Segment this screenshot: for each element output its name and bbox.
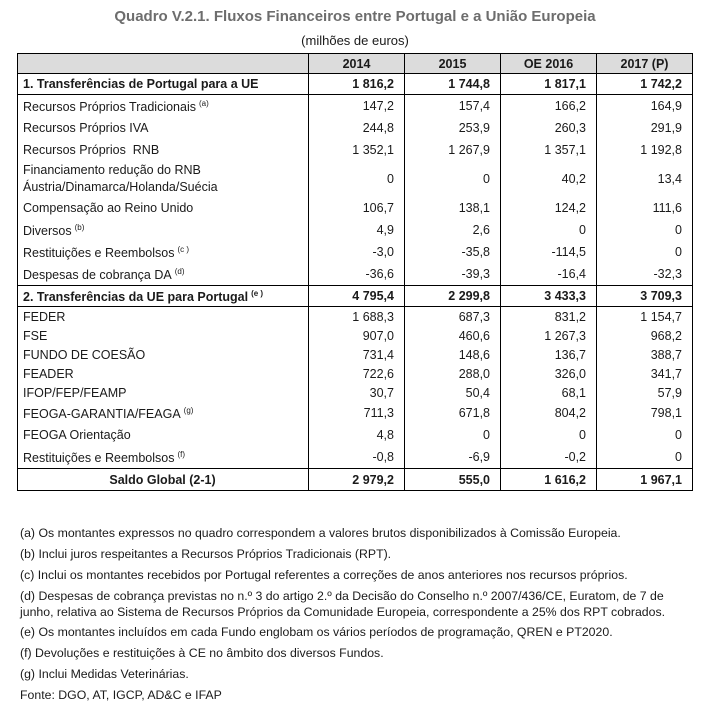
cell-oe2016: 326,0 — [501, 364, 597, 383]
cell-2015: 1 267,9 — [405, 139, 501, 161]
footnote-f: (f) Devoluções e restituições à CE no âmbito dos diversos Fundos. — [20, 646, 384, 660]
cell-2017p: 0 — [597, 424, 693, 446]
table-row — [18, 197, 693, 219]
row-label: IFOP/FEP/FEAMP — [18, 383, 309, 402]
cell-2015: -6,9 — [405, 446, 501, 469]
table-row — [18, 219, 693, 241]
footnote-ref: (c ) — [177, 244, 190, 254]
footnote-a: (a) Os montantes expressos no quadro correspondem a valores brutos disponibilizados à Comissão Europeia. — [20, 526, 621, 540]
footnote-ref: (e ) — [251, 288, 264, 298]
header-2014: 2014 — [309, 54, 405, 74]
row-label: FEADER — [18, 364, 309, 383]
cell-oe2016: 804,2 — [501, 402, 597, 424]
row-label: Compensação ao Reino Unido — [18, 197, 309, 219]
header-oe2016: OE 2016 — [501, 54, 597, 74]
cell-2015: -39,3 — [405, 263, 501, 286]
table-row — [18, 263, 693, 286]
footnote-g: (g) Inclui Medidas Veterinárias. — [20, 667, 189, 681]
row-label: Diversos $^{(b)}$ — [18, 219, 309, 241]
cell-2015: 0 — [405, 424, 501, 446]
source-line: Fonte: DGO, AT, IGCP, AD&C e IFAP — [20, 688, 222, 702]
cell-oe2016: 1 817,1 — [501, 74, 597, 95]
table-row — [18, 161, 693, 197]
row-label: Financiamento redução do RNB Áustria/Dinamarca/Holanda/Suécia — [18, 161, 309, 197]
cell-2014: 147,2 — [309, 95, 405, 118]
cell-oe2016: 166,2 — [501, 95, 597, 118]
table-row — [18, 117, 693, 139]
cell-2017p: -32,3 — [597, 263, 693, 286]
cell-oe2016: 40,2 — [501, 161, 597, 197]
table-row — [18, 326, 693, 345]
cell-2017p: 1 742,2 — [597, 74, 693, 95]
row-label: FSE — [18, 326, 309, 345]
cell-2014: 2 979,2 — [309, 469, 405, 491]
table-row — [18, 139, 693, 161]
cell-2014: -0,8 — [309, 446, 405, 469]
row-label: Despesas de cobrança DA $^{(d)}$ — [18, 263, 309, 286]
footnote-e: (e) Os montantes incluídos em cada Fundo englobam os vários períodos de programação, QREN e PT2020. — [20, 625, 613, 639]
table-row — [18, 241, 693, 263]
cell-2017p: 798,1 — [597, 402, 693, 424]
cell-2014: 1 816,2 — [309, 74, 405, 95]
cell-2014: -36,6 — [309, 263, 405, 286]
row-label: FEOGA-GARANTIA/FEAGA $^{(g)}$ — [18, 402, 309, 424]
row-label: Recursos Próprios RNB — [18, 139, 309, 161]
footnote-ref: (g) — [183, 405, 194, 415]
row-label: FEDER — [18, 307, 309, 327]
cell-2014: 907,0 — [309, 326, 405, 345]
cell-oe2016: 0 — [501, 219, 597, 241]
cell-2017p: 388,7 — [597, 345, 693, 364]
cell-2014: 731,4 — [309, 345, 405, 364]
cell-oe2016: 260,3 — [501, 117, 597, 139]
table-row — [18, 95, 693, 118]
cell-2017p: 291,9 — [597, 117, 693, 139]
row-label: Recursos Próprios Tradicionais $^{(a)}$ — [18, 95, 309, 118]
row-label: Saldo Global (2-1) — [18, 469, 309, 491]
table-units: (milhões de euros) — [301, 33, 409, 48]
cell-2014: 4,8 — [309, 424, 405, 446]
table-row — [18, 364, 693, 383]
table-row — [18, 446, 693, 469]
row-label: Restituições e Reembolsos $^{(c )}$ — [18, 241, 309, 263]
cell-2014: 244,8 — [309, 117, 405, 139]
cell-2014: 711,3 — [309, 402, 405, 424]
cell-2014: -3,0 — [309, 241, 405, 263]
footnote-ref: (f) — [177, 449, 186, 459]
footnote-ref: (a) — [199, 98, 209, 108]
header-2015: 2015 — [405, 54, 501, 74]
cell-2014: 1 688,3 — [309, 307, 405, 327]
cell-2014: 722,6 — [309, 364, 405, 383]
cell-oe2016: 0 — [501, 424, 597, 446]
cell-2014: 106,7 — [309, 197, 405, 219]
cell-2017p: 164,9 — [597, 95, 693, 118]
cell-2017p: 3 709,3 — [597, 286, 693, 307]
header-2017p: 2017 (P) — [597, 54, 693, 74]
cell-2017p: 0 — [597, 219, 693, 241]
cell-2017p: 111,6 — [597, 197, 693, 219]
cell-oe2016: 1 357,1 — [501, 139, 597, 161]
cell-2015: 687,3 — [405, 307, 501, 327]
cell-oe2016: -16,4 — [501, 263, 597, 286]
cell-2015: 555,0 — [405, 469, 501, 491]
header-label — [18, 54, 309, 74]
row-label: 1. Transferências de Portugal para a UE — [18, 74, 309, 95]
cell-2017p: 1 967,1 — [597, 469, 693, 491]
cell-2017p: 0 — [597, 446, 693, 469]
footnote-b: (b) Inclui juros respeitantes a Recursos Próprios Tradicionais (RPT). — [20, 547, 392, 561]
table-row — [18, 286, 693, 307]
cell-2015: 2,6 — [405, 219, 501, 241]
row-label: Restituições e Reembolsos $^{(f)}$ — [18, 446, 309, 469]
footnote-ref: (b) — [74, 222, 85, 232]
cell-2014: 0 — [309, 161, 405, 197]
cell-2014: 30,7 — [309, 383, 405, 402]
row-label: FEOGA Orientação — [18, 424, 309, 446]
cell-oe2016: 1 616,2 — [501, 469, 597, 491]
cell-2015: 157,4 — [405, 95, 501, 118]
table-row — [18, 424, 693, 446]
header-row — [18, 54, 693, 74]
cell-2015: 671,8 — [405, 402, 501, 424]
cell-2017p: 57,9 — [597, 383, 693, 402]
cell-2017p: 13,4 — [597, 161, 693, 197]
cell-2015: 138,1 — [405, 197, 501, 219]
cell-oe2016: 3 433,3 — [501, 286, 597, 307]
table-title: Quadro V.2.1. Fluxos Financeiros entre Portugal e a União Europeia — [114, 8, 596, 25]
row-label: FUNDO DE COESÃO — [18, 345, 309, 364]
cell-2017p: 1 192,8 — [597, 139, 693, 161]
cell-2015: 148,6 — [405, 345, 501, 364]
cell-2015: 50,4 — [405, 383, 501, 402]
row-label: 2. Transferências da UE para Portugal $^{(e )}$ — [18, 286, 309, 307]
footnote-c: (c) Inclui os montantes recebidos por Portugal referentes a correções de anos anteriores nos recursos próprios. — [20, 568, 628, 582]
table-row — [18, 402, 693, 424]
cell-2015: 1 744,8 — [405, 74, 501, 95]
cell-2017p: 968,2 — [597, 326, 693, 345]
cell-2014: 1 352,1 — [309, 139, 405, 161]
cell-oe2016: 124,2 — [501, 197, 597, 219]
table-row — [18, 307, 693, 327]
cell-2015: 253,9 — [405, 117, 501, 139]
cell-2015: 460,6 — [405, 326, 501, 345]
footnote-ref: (d) — [174, 266, 185, 276]
financial-flows-table — [17, 53, 693, 491]
cell-oe2016: -114,5 — [501, 241, 597, 263]
cell-2015: 0 — [405, 161, 501, 197]
footnote-d: (d) Despesas de cobrança previstas no n.º 3 do artigo 2.º da Decisão do Conselho n.º 2007/436/CE, Euratom, de 7 de junho, relativa ao Sistema de Recursos Próprios da Comunidade Europeia, correspondente a 25% dos RPT cobrados. — [20, 589, 666, 619]
cell-2014: 4,9 — [309, 219, 405, 241]
footnotes — [20, 525, 700, 704]
cell-oe2016: 68,1 — [501, 383, 597, 402]
table-row — [18, 74, 693, 95]
total-row — [18, 469, 693, 491]
table-row — [18, 383, 693, 402]
cell-2017p: 341,7 — [597, 364, 693, 383]
cell-oe2016: 831,2 — [501, 307, 597, 327]
cell-2017p: 1 154,7 — [597, 307, 693, 327]
cell-2015: -35,8 — [405, 241, 501, 263]
cell-oe2016: -0,2 — [501, 446, 597, 469]
table-row — [18, 345, 693, 364]
cell-2017p: 0 — [597, 241, 693, 263]
cell-oe2016: 136,7 — [501, 345, 597, 364]
cell-2015: 2 299,8 — [405, 286, 501, 307]
row-label: Recursos Próprios IVA — [18, 117, 309, 139]
cell-2014: 4 795,4 — [309, 286, 405, 307]
cell-oe2016: 1 267,3 — [501, 326, 597, 345]
cell-2015: 288,0 — [405, 364, 501, 383]
